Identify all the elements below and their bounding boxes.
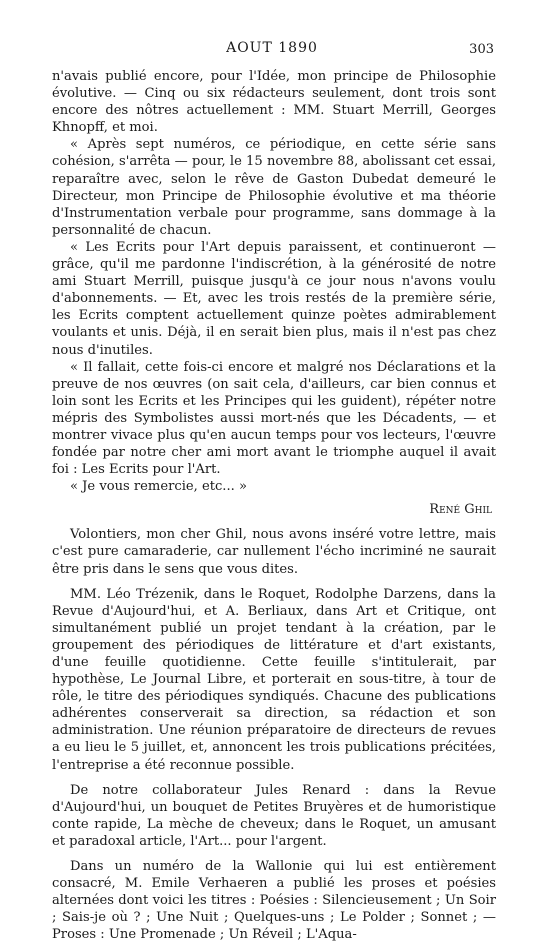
paragraph-journal-libre: MM. Léo Trézenik, dans le Roquet, Rodolphe Darzens, dans la Revue d'Aujourd'hui, et A. Berliaux, dans Art et Critique, ont simultanément publié un projet tendant à la création, par le groupement des périodiques de littérature et d'art existants, d'une feuille quotidienne. Cette feuille s'intitulerait, par hypothèse, Le Journal Libre, et porterait en sous-titre, à tour de rôle, le titre des périodiques syndiqués. Chacune des publications adhérentes conserverait sa direction, sa rédaction et son administration. Une réunion préparatoire de directeurs de revues a eu lieu le 5 juillet, et, annoncent les trois publications précitées, l'entreprise a été reconnue possible.: [52, 586, 496, 773]
page-body: [52, 68, 496, 944]
paragraph-reply: Volontiers, mon cher Ghil, nous avons inséré votre lettre, mais c'est pure camaraderie, car nullement l'écho incriminé ne saurait être pris dans le sens que vous dites.: [52, 527, 496, 577]
paragraph-letter-closing: « Je vous remercie, etc... »: [70, 479, 247, 495]
signature: René Ghil: [429, 502, 492, 518]
paragraph-letter-4: « Il fallait, cette fois-ci encore et malgré nos Déclarations et la preuve de nos œuvres (on sait cela, d'ailleurs, car bien connus et loin sont les Ecrits et les Principes qui les guident), répéter notre mépris des Symbolistes aussi mort-nés que les Décadents, — et montrer vivace plus qu'en aucun temps pour vos lecteurs, l'œuvre fondée par notre cher ami mort avant le triomphe auquel il avait foi : Les Ecrits pour l'Art.: [52, 359, 496, 478]
paragraph-jules-renard: De notre collaborateur Jules Renard : dans la Revue d'Aujourd'hui, un bouquet de Petites Bruyères et de humoristique conte rapide, La mèche de cheveux; dans le Roquet, un amusant et paradoxal article, l'Art... pour l'argent.: [52, 782, 496, 849]
running-title: AOUT 1890: [226, 40, 318, 56]
paragraph-continuation: n'avais publié encore, pour l'Idée, mon principe de Philosophie évolutive. — Cinq ou six rédacteurs seulement, dont trois sont encore des nôtres actuellement : MM. Stuart Merrill, Georges Khnopff, et moi.: [52, 69, 496, 136]
paragraph-letter-2: « Après sept numéros, ce périodique, en cette série sans cohésion, s'arrêta — pour, le 15 novembre 88, abolissant cet essai, reparaître avec, selon le rêve de Gaston Dubedat demeuré le Directeur, mon Principe de Philosophie évolutive et ma théorie d'Instrumentation verbale pour programme, sans dommage à la personnalité de chacun.: [52, 137, 496, 238]
page-number: 303: [469, 42, 494, 57]
paragraph-wallonie: Dans un numéro de la Wallonie qui lui est entièrement consacré, M. Emile Verhaeren a publié les proses et poésies alternées dont voici les titres : Poésies : Silencieusement ; Un Soir ; Sais-je où ? ; Une Nuit ; Quelques-uns ; Le Polder ; Sonnet ; — Proses : Une Promenade ; Un Réveil ; L'Aqua-: [52, 859, 496, 943]
paragraph-letter-3: « Les Ecrits pour l'Art depuis paraissent, et continueront — grâce, qu'il me pardonne l'indiscrétion, à la générosité de notre ami Stuart Merrill, puisque jusqu'à ce jour nous n'avons voulu d'abonnements. — Et, avec les trois restés de la première série, les Ecrits comptent actuellement quinze poètes admirablement voulants et unis. Déjà, il en serait bien plus, mais il n'est pas chez nous d'inutiles.: [52, 239, 496, 358]
page-header: [0, 40, 544, 60]
